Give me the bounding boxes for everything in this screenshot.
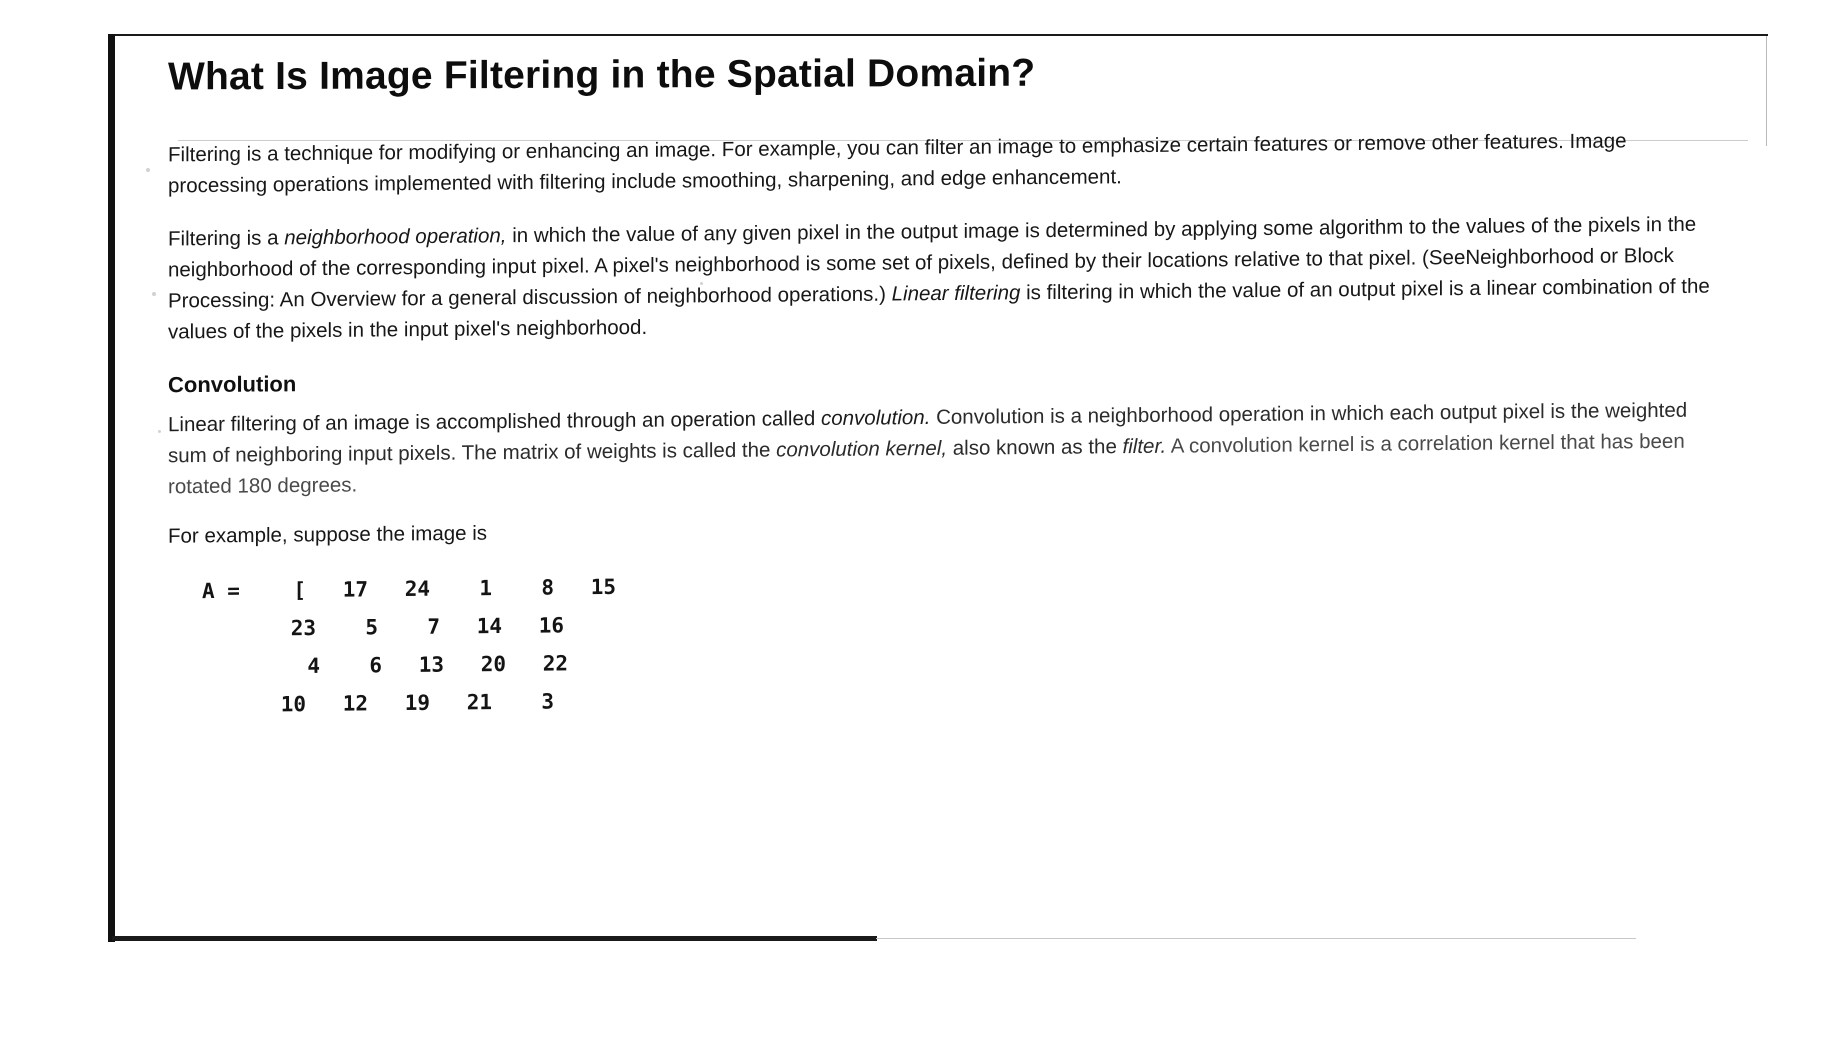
- scan-speckle: [152, 292, 156, 296]
- paragraph-filtering-intro: Filtering is a technique for modifying or enhancing an image. For example, you can filter an image to emphasize certain features or remove other features. Image processing operations implemented with filtering include smoothing, sharpening, and edge enhancement.: [168, 129, 1627, 198]
- page-border-left: [108, 34, 115, 942]
- p2-part-b: in which the value of any given pixel in the output image is determined by applying some algorithm to the values of the pixels in the neighborhood of the corresponding input pixel. A pixel's neighborhood is some set of pixels, defined by their locations relative to that pixel. (SeeNeighborhood or Block Processing: An Overview for a general discussion of neighborhood operations.): [168, 212, 1697, 313]
- matrix-cell: 22: [542, 651, 568, 676]
- matrix-cell: 23: [290, 615, 316, 641]
- scan-speckle: [146, 168, 150, 172]
- matrix-cell: 1: [479, 576, 492, 601]
- matrix-cell: 16: [538, 613, 564, 638]
- matrix-cell: 4: [307, 653, 320, 679]
- conv-emphasis-filter: filter.: [1122, 434, 1167, 459]
- matrix-cell: 19: [404, 690, 430, 716]
- matrix-cell: 8: [541, 575, 554, 600]
- page-title: What Is Image Filtering in the Spatial Domain?: [168, 51, 1036, 99]
- matrix-cell: 7: [427, 614, 440, 639]
- matrix-cell: 12: [342, 691, 368, 716]
- scan-speckle: [158, 430, 161, 433]
- matrix-cell: 6: [369, 653, 382, 678]
- conv-emphasis-convolution: convolution.: [820, 405, 931, 431]
- matrix-cell: 21: [466, 690, 492, 715]
- matrix-cell: 17: [342, 577, 368, 602]
- paragraph-neighborhood-operation: [168, 209, 1728, 348]
- section-heading-convolution: Convolution: [168, 371, 297, 398]
- matrix-cell: 13: [418, 652, 444, 677]
- matrix-cell: 24: [404, 576, 430, 602]
- page-border-top: [108, 34, 1768, 36]
- matrix-cell: 14: [476, 614, 502, 639]
- page-border-bottom: [112, 936, 877, 941]
- conv-emphasis-kernel: convolution kernel,: [776, 436, 948, 462]
- p2-part-a: Filtering is a: [168, 226, 285, 251]
- p2-part-c: is filtering in which the value of an output pixel is a linear combination of the values of the pixels in the input pixel's neighborhood.: [168, 274, 1710, 344]
- page-border-right-faint: [1766, 36, 1767, 146]
- document-content: [168, 52, 1758, 716]
- matrix-cell: 10: [280, 692, 306, 717]
- matrix-open-bracket: [: [293, 578, 306, 603]
- matrix-A: [202, 556, 1758, 724]
- matrix-cell: 15: [590, 574, 616, 600]
- matrix-cell: 3: [541, 689, 554, 714]
- p2-emphasis-linear-filtering: Linear filtering: [891, 281, 1021, 306]
- matrix-cell: 5: [365, 615, 378, 640]
- page-border-bottom-faint: [876, 938, 1636, 939]
- matrix-label: A =: [202, 578, 240, 604]
- conv-part-d: A convolution kernel is a correlation kernel that has been rotated 180 degrees.: [168, 429, 1685, 499]
- paragraph-convolution: [168, 395, 1688, 503]
- conv-part-a: Linear filtering of an image is accomplished through an operation called: [168, 407, 821, 437]
- paragraph-example-intro: For example, suppose the image is: [168, 521, 488, 548]
- conv-part-c: also known as the: [947, 435, 1123, 460]
- p2-emphasis-neighborhood-operation: neighborhood operation,: [284, 224, 507, 250]
- matrix-cell: 20: [480, 651, 506, 677]
- conv-part-b: Convolution is a neighborhood operation in which each output pixel is the weighted sum of neighboring input pixels. The matrix of weights is called the: [168, 398, 1688, 468]
